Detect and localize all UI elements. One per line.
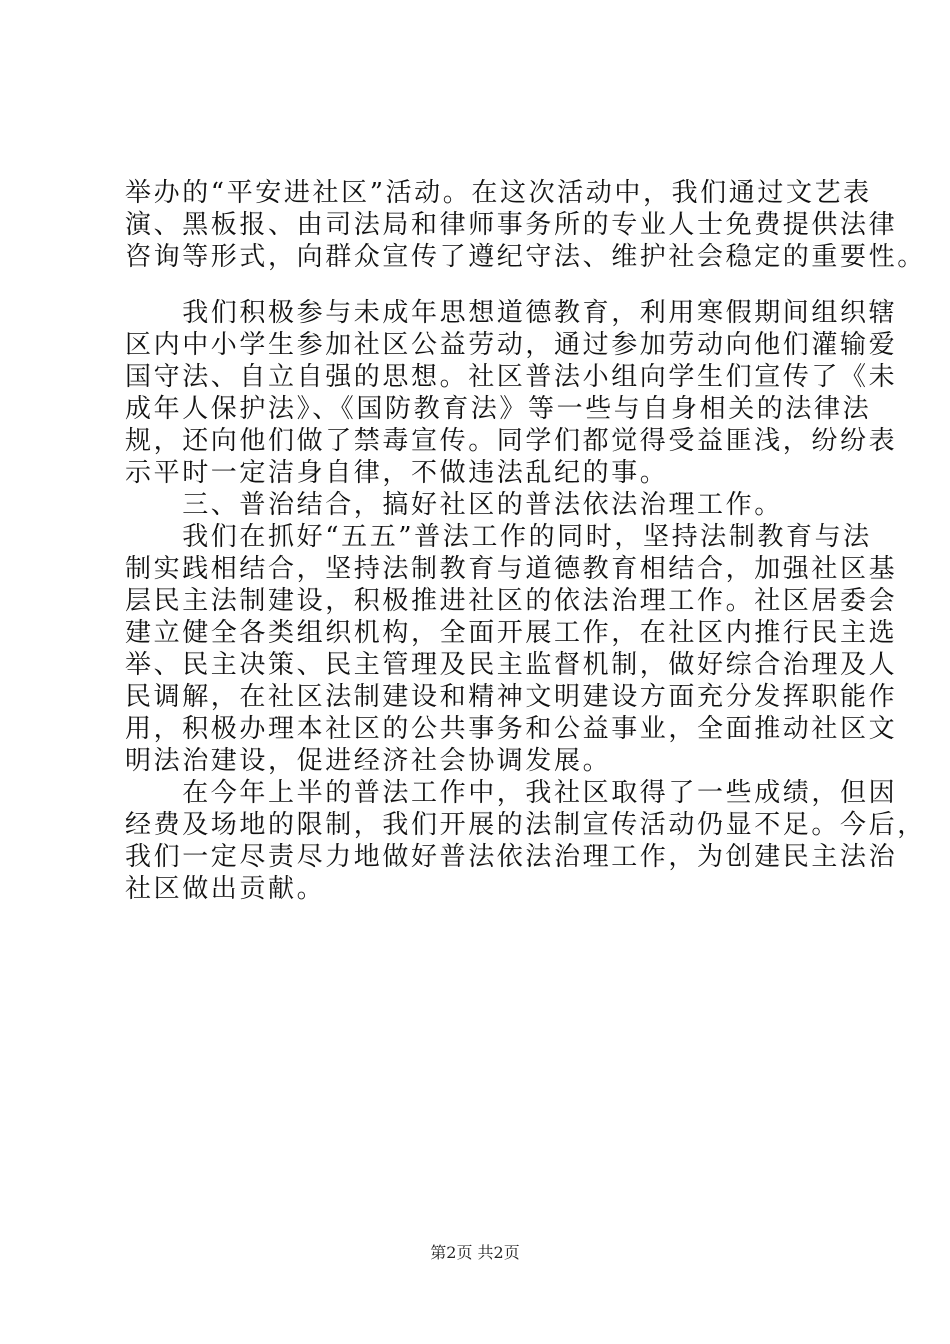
text-line: 明法治建设，促进经济社会协调发展。: [125, 746, 612, 776]
text-line: 成年人保护法》、《国防教育法》等一些与自身相关的法律法: [125, 394, 872, 424]
text-line: 我们在抓好“五五”普法工作的同时，坚持法制教育与法: [125, 522, 872, 552]
text-line: 用，积极办理本社区的公共事务和公益事业，全面推动社区文: [125, 714, 898, 744]
page-number-footer: 第2页 共2页: [430, 1243, 520, 1262]
text-line: 规，还向他们做了禁毒宣传。同学们都觉得受益匪浅，纷纷表: [125, 426, 898, 456]
text-line: 演、黑板报、由司法局和律师事务所的专业人士免费提供法律: [125, 210, 898, 240]
text-line: 国守法、自立自强的思想。社区普法小组向学生们宣传了《未: [125, 362, 898, 392]
text-line: 我们一定尽责尽力地做好普法依法治理工作，为创建民主法治: [125, 842, 898, 872]
text-line: 区内中小学生参加社区公益劳动，通过参加劳动向他们灌输爱: [125, 330, 898, 360]
text-line: 举办的“平安进社区”活动。在这次活动中，我们通过文艺表: [125, 178, 872, 208]
text-line: 层民主法制建设，积极推进社区的依法治理工作。社区居委会: [125, 586, 898, 616]
text-line: 我们积极参与未成年思想道德教育，利用寒假期间组织辖: [125, 298, 898, 328]
text-line: 经费及场地的限制，我们开展的法制宣传活动仍显不足。今后，: [125, 810, 926, 840]
text-line: 制实践相结合，坚持法制教育与道德教育相结合，加强社区基: [125, 554, 898, 584]
text-line: 举、民主决策、民主管理及民主监督机制，做好综合治理及人: [125, 650, 898, 680]
text-line: 示平时一定洁身自律，不做违法乱纪的事。: [125, 458, 669, 488]
section-heading: 三、普治结合，搞好社区的普法依法治理工作。: [125, 490, 783, 520]
text-line: 建立健全各类组织机构，全面开展工作，在社区内推行民主选: [125, 618, 898, 648]
text-line: 咨询等形式，向群众宣传了遵纪守法、维护社会稳定的重要性。: [125, 242, 926, 272]
text-line: 在今年上半的普法工作中，我社区取得了一些成绩，但因: [125, 778, 898, 808]
text-line: 社区做出贡献。: [125, 874, 326, 904]
text-line: 民调解，在社区法制建设和精神文明建设方面充分发挥职能作: [125, 682, 898, 712]
